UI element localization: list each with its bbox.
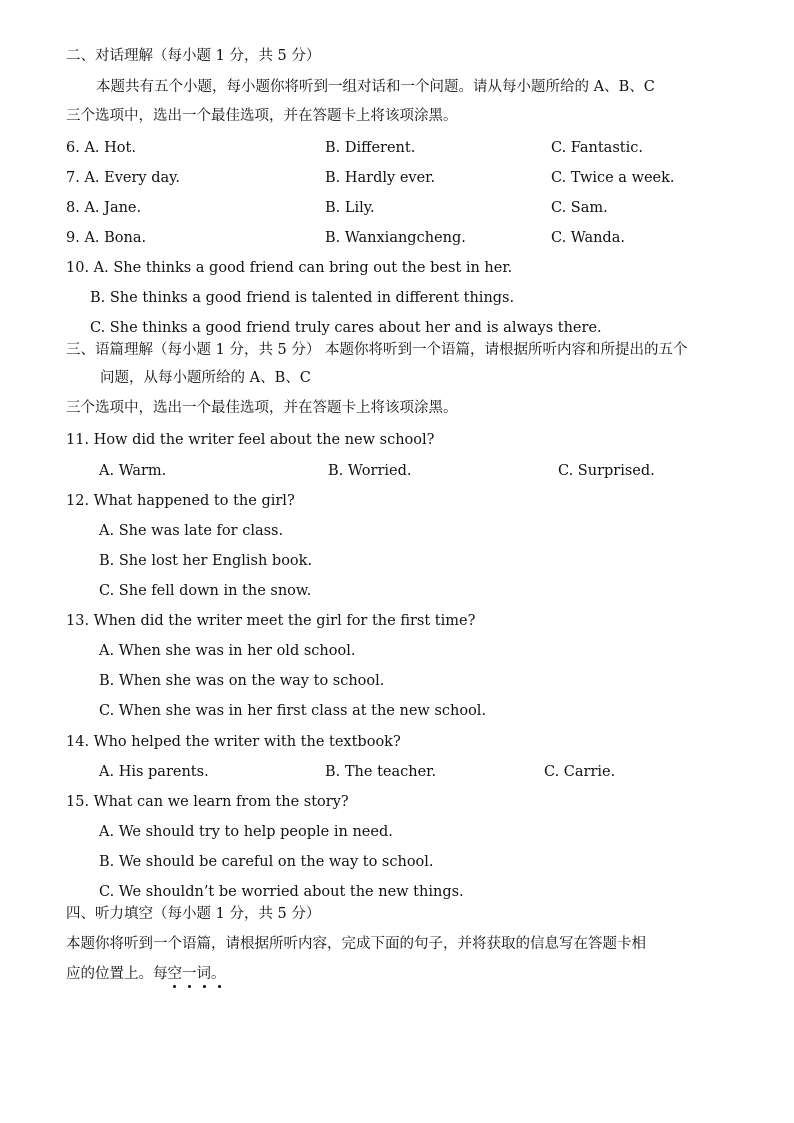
q9-option-c: C. Wanda. (551, 230, 625, 246)
q13-option-a: A. When she was in her old school. (99, 643, 356, 659)
q7-option-a: 7. A. Every day. (66, 170, 181, 186)
q6-option-b: B. Different. (325, 140, 416, 156)
q15-option-b: B. We should be careful on the way to school. (99, 854, 434, 870)
q15-option-c: C. We shouldn’t be worried about the new things. (99, 884, 464, 900)
q13-option-c: C. When she was in her first class at the new school. (99, 703, 487, 719)
emphasis-dot (218, 985, 221, 988)
section2-instructions-line2: 三个选项中，选出一个最佳选项，并在答题卡上将该项涂黑。 (66, 108, 458, 124)
q10-option-a: 10. A. She thinks a good friend can bring out the best in her. (66, 260, 513, 276)
q14-option-b: B. The teacher. (325, 764, 437, 780)
emphasis-dot (203, 985, 206, 988)
q6-option-c: C. Fantastic. (551, 140, 643, 156)
q6-option-a: 6. A. Hot. (66, 140, 136, 156)
section4-heading: 四、听力填空（每小题 1 分，共 5 分） (66, 906, 321, 922)
q14-option-a: A. His parents. (99, 764, 209, 780)
section3-heading: 三、语篇理解（每小题 1 分，共 5 分） 本题你将听到一个语篇，请根据所听内容和所提出的五个 (66, 342, 688, 358)
section3-instructions: 三个选项中，选出一个最佳选项，并在答题卡上将该项涂黑。 (66, 400, 458, 416)
q13-option-b: B. When she was on the way to school. (99, 673, 385, 689)
q9-option-a: 9. A. Bona. (66, 230, 147, 246)
q8-option-c: C. Sam. (551, 200, 608, 216)
q11-option-a: A. Warm. (99, 463, 167, 479)
q14-option-c: C. Carrie. (544, 764, 616, 780)
emphasis-dot (188, 985, 191, 988)
section2-instructions-line1: 本题共有五个小题，每小题你将听到一组对话和一个问题。请从每小题所给的 A、B、C (96, 79, 655, 95)
emphasis-dot (173, 985, 176, 988)
q11-option-c: C. Surprised. (558, 463, 655, 479)
q11-stem: 11. How did the writer feel about the new school? (66, 432, 435, 448)
section4-instructions-line1: 本题你将听到一个语篇，请根据所听内容，完成下面的句子，并将获取的信息写在答题卡相 (66, 936, 646, 952)
q11-option-b: B. Worried. (328, 463, 412, 479)
section2-heading: 二、对话理解（每小题 1 分，共 5 分） (66, 48, 321, 64)
section4-instructions-line2: 应的位置上。每空一词。 (66, 966, 226, 982)
q13-stem: 13. When did the writer meet the girl for the first time? (66, 613, 476, 629)
q15-option-a: A. We should try to help people in need. (99, 824, 393, 840)
q14-stem: 14. Who helped the writer with the textbook? (66, 734, 401, 750)
q7-option-b: B. Hardly ever. (325, 170, 436, 186)
q15-stem: 15. What can we learn from the story? (66, 794, 349, 810)
q12-option-b: B. She lost her English book. (99, 553, 313, 569)
q10-option-b: B. She thinks a good friend is talented in different things. (90, 290, 515, 306)
q9-option-b: B. Wanxiangcheng. (325, 230, 466, 246)
q12-option-c: C. She fell down in the snow. (99, 583, 312, 599)
q7-option-c: C. Twice a week. (551, 170, 675, 186)
q8-option-b: B. Lily. (325, 200, 375, 216)
q12-stem: 12. What happened to the girl? (66, 493, 295, 509)
q12-option-a: A. She was late for class. (99, 523, 284, 539)
q10-option-c: C. She thinks a good friend truly cares about her and is always there. (90, 320, 602, 336)
q8-option-a: 8. A. Jane. (66, 200, 142, 216)
section3-heading-continued: 问题，从每小题所给的 A、B、C (100, 370, 311, 386)
